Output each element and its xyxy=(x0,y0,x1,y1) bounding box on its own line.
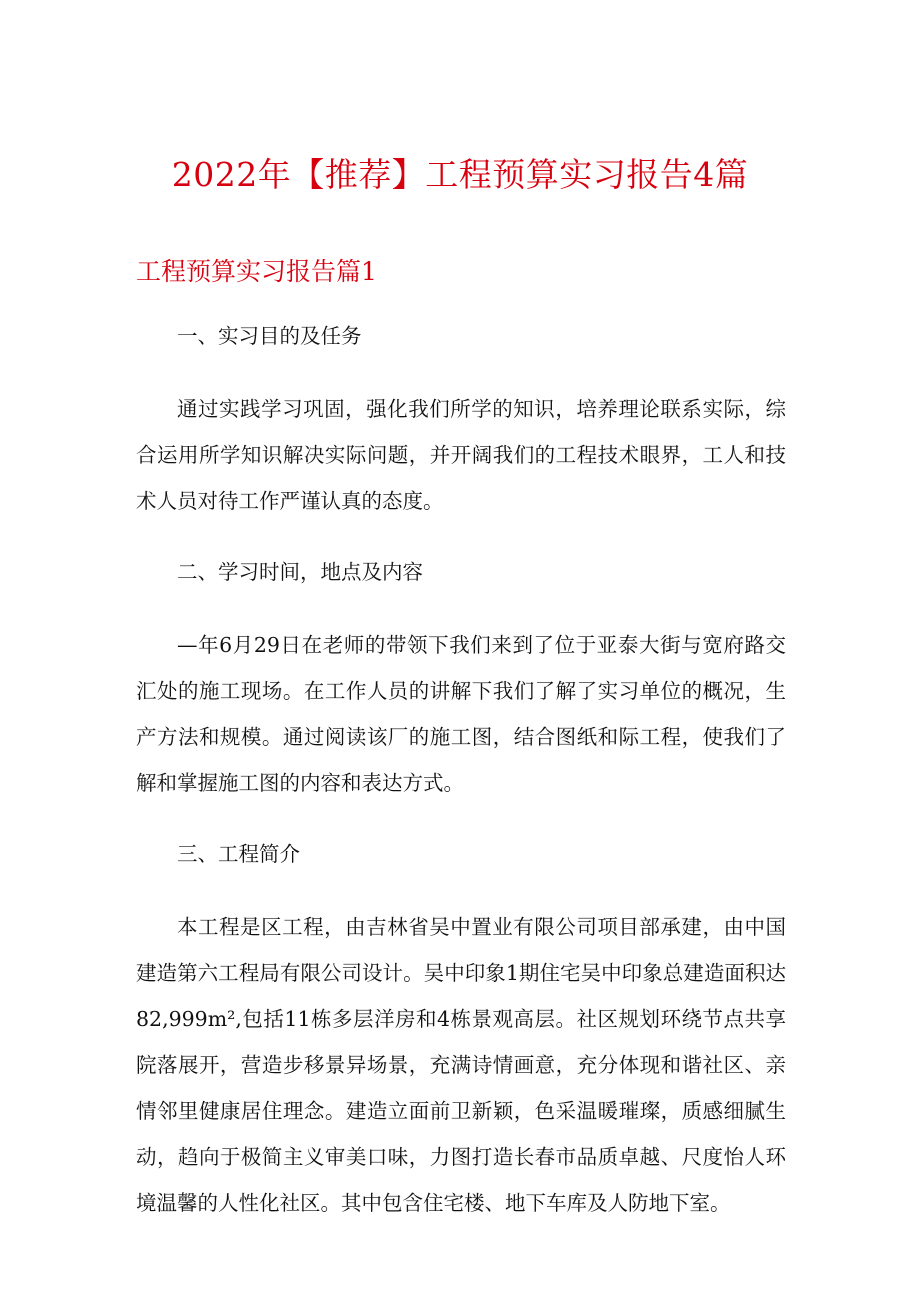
heading-project-intro: 三、工程简介 xyxy=(177,842,300,866)
section-title: 工程预算实习报告篇1 xyxy=(136,257,377,286)
paragraph-project-intro: 本工程是区工程，由吉林省吴中置业有限公司项目部承建，由中国建造第六工程局有限公司设计。吴中印象1期住宅吴中印象总建造面积达82,999m²,包括11栋多层洋房和4栋景观高层。社区规划环绕节点共享院落展开，营造步移景异场景，充满诗情画意，充分体现和谐社区、亲情邻里健康居住理念。建造立面前卫新颖，色采温暖璀璨，质感细腻生动，趋向于极简主义审美口味，力图打造长春市品质卓越、尺度怡人环境温馨的人性化社区。其中包含住宅楼、地下车库及人防地下室。 xyxy=(136,915,786,1215)
paragraph-time-place: —年6月29日在老师的带领下我们来到了位于亚泰大街与宽府路交汇处的施工现场。在工作人员的讲解下我们了解了实习单位的概况，生产方法和规模。通过阅读该厂的施工图，结合图纸和际工程，使我们了解和掌握施工图的内容和表达方式。 xyxy=(136,633,786,795)
document-title: 2022年【推荐】工程预算实习报告4篇 xyxy=(171,155,749,194)
document-body xyxy=(136,313,786,1251)
heading-time-place: 二、学习时间，地点及内容 xyxy=(177,560,423,584)
paragraph-purpose: 通过实践学习巩固，强化我们所学的知识，培养理论联系实际，综合运用所学知识解决实际问题，并开阔我们的工程技术眼界，工人和技术人员对待工作严谨认真的态度。 xyxy=(136,397,786,513)
heading-purpose: 一、实习目的及任务 xyxy=(177,324,362,348)
